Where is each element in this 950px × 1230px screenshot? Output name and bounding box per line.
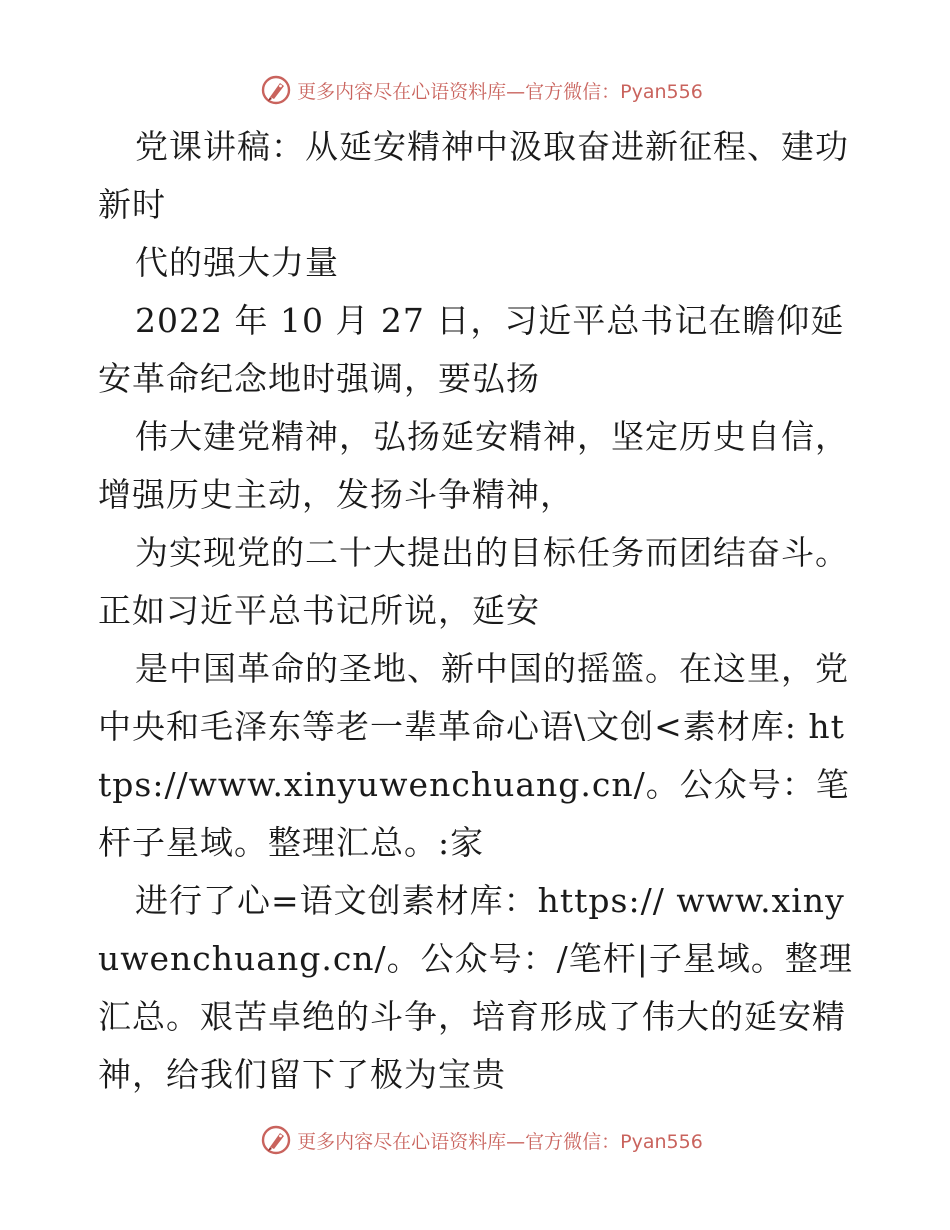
body-paragraph: 2022 年 10 月 27 日，习近平总书记在瞻仰延安革命纪念地时强调，要弘扬 bbox=[98, 301, 845, 398]
body-paragraph: 为实现党的二十大提出的目标任务而团结奋斗。正如习近平总书记所说，延安 bbox=[98, 533, 849, 630]
document-body bbox=[98, 118, 858, 1104]
pen-nib-logo-icon bbox=[261, 1125, 291, 1155]
document-title-line-2: 代的强大力量 bbox=[135, 243, 339, 282]
body-paragraph: 进行了心=语文创素材库：https:// www.xinyuwenchuang.cn/。公众号：/笔杆|子星域。整理汇总。艰苦卓绝的斗争，培育形成了伟大的延安精神，给我们留下了极为宝贵 bbox=[98, 881, 853, 1094]
pen-nib-logo-icon bbox=[261, 75, 291, 105]
header-banner-text: 更多内容尽在心语资料库—官方微信：Pyan556 bbox=[297, 80, 703, 103]
footer-banner bbox=[0, 1120, 950, 1160]
header-banner bbox=[0, 70, 950, 110]
body-paragraph: 是中国革命的圣地、新中国的摇篮。在这里，党中央和毛泽东等老一辈革命心语\文创<素材库: https://www.xinyuwenchuang.cn/。公众号：笔杆子星域。整理汇总。:家 bbox=[98, 649, 850, 862]
footer-banner-text: 更多内容尽在心语资料库—官方微信：Pyan556 bbox=[297, 1130, 703, 1153]
body-paragraph: 伟大建党精神，弘扬延安精神，坚定历史自信，增强历史主动，发扬斗争精神， bbox=[98, 417, 849, 514]
document-title-line-1: 党课讲稿：从延安精神中汲取奋进新征程、建功新时 bbox=[98, 127, 849, 224]
